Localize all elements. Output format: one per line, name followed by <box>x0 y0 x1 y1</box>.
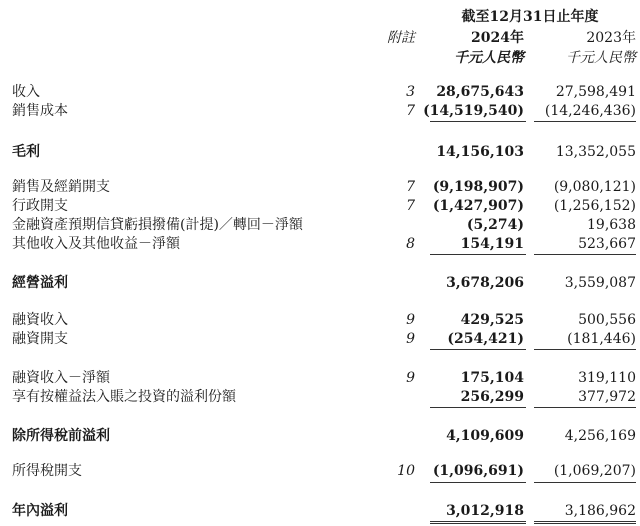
notes-column-heading: 附註 <box>387 30 415 46</box>
row-note: 7 <box>406 179 415 195</box>
column-rule-2023 <box>534 121 636 122</box>
unit-2023-heading: 千元人民幣 <box>566 50 636 66</box>
column-rule-2024 <box>430 121 526 122</box>
column-rule-2023 <box>534 254 636 255</box>
row-value-2023: 377,972 <box>578 389 636 405</box>
column-rule-2024 <box>430 349 526 350</box>
column-rule-2024 <box>430 482 526 483</box>
table-row <box>0 462 640 480</box>
row-value-2023: 3,559,087 <box>564 275 636 291</box>
row-label: 銷售成本 <box>12 103 68 119</box>
row-label: 金融資產預期信貸虧損撥備(計提)／轉回－淨額 <box>12 217 303 233</box>
row-note: 9 <box>406 331 415 347</box>
row-label: 其他收入及其他收益－淨額 <box>12 236 180 252</box>
table-row <box>0 83 640 101</box>
row-value-2024: 429,525 <box>460 312 524 328</box>
row-label: 融資收入－淨額 <box>12 370 110 386</box>
row-note: 8 <box>406 236 415 252</box>
double-rule-2023 <box>534 521 636 524</box>
row-value-2024: 3,012,918 <box>446 503 524 519</box>
table-row <box>0 369 640 387</box>
row-value-2024: 14,156,103 <box>436 144 524 160</box>
table-row <box>0 330 640 348</box>
row-note: 7 <box>406 198 415 214</box>
table-row <box>0 143 640 161</box>
table-row <box>0 216 640 234</box>
row-label: 年內溢利 <box>12 503 68 519</box>
table-row <box>0 235 640 253</box>
row-value-2024: (1,427,907) <box>432 198 524 214</box>
year-2024-heading: 2024年 <box>471 30 524 46</box>
row-note: 7 <box>406 103 415 119</box>
row-note: 10 <box>397 463 415 479</box>
row-value-2024: 4,109,609 <box>446 428 524 444</box>
table-row <box>0 178 640 196</box>
row-label: 行政開支 <box>12 198 68 214</box>
table-row <box>0 197 640 215</box>
row-label: 經營溢利 <box>12 275 68 291</box>
row-value-2023: (14,246,436) <box>544 103 636 119</box>
row-label: 融資收入 <box>12 312 68 328</box>
double-rule-2024 <box>430 521 526 524</box>
column-rule-2023 <box>534 349 636 350</box>
column-rule-2023 <box>534 407 636 408</box>
row-label: 享有按權益法入賬之投資的溢利份額 <box>12 389 236 405</box>
table-row <box>0 274 640 292</box>
row-value-2023: 319,110 <box>578 370 636 386</box>
row-label: 收入 <box>12 84 40 100</box>
row-value-2024: (254,421) <box>447 331 524 347</box>
table-row <box>0 502 640 520</box>
row-value-2023: (181,446) <box>567 331 636 347</box>
row-label: 銷售及經銷開支 <box>12 179 110 195</box>
year-2023-heading: 2023年 <box>586 30 636 46</box>
row-note: 3 <box>406 84 415 100</box>
period-heading: 截至12月31日止年度 <box>461 9 599 25</box>
column-rule-2024 <box>430 254 526 255</box>
table-row <box>0 427 640 445</box>
row-value-2024: (9,198,907) <box>432 179 524 195</box>
row-value-2024: (14,519,540) <box>423 103 524 119</box>
column-rule-2023 <box>534 482 636 483</box>
row-value-2023: 19,638 <box>587 217 636 233</box>
row-value-2024: 256,299 <box>460 389 524 405</box>
row-value-2024: 175,104 <box>460 370 524 386</box>
table-row <box>0 311 640 329</box>
row-value-2024: 154,191 <box>460 236 524 252</box>
row-label: 除所得稅前溢利 <box>12 428 110 444</box>
row-value-2023: 13,352,055 <box>555 144 636 160</box>
row-value-2023: (9,080,121) <box>553 179 636 195</box>
row-label: 融資開支 <box>12 331 68 347</box>
table-row <box>0 388 640 406</box>
table-row <box>0 102 640 120</box>
unit-2024-heading: 千元人民幣 <box>454 50 524 66</box>
row-value-2023: 27,598,491 <box>555 84 636 100</box>
row-value-2023: 4,256,169 <box>564 428 636 444</box>
row-value-2024: 28,675,643 <box>436 84 524 100</box>
row-label: 毛利 <box>12 144 40 160</box>
row-value-2024: 3,678,206 <box>446 275 524 291</box>
column-rule-2024 <box>430 407 526 408</box>
row-note: 9 <box>406 370 415 386</box>
row-value-2024: (5,274) <box>466 217 524 233</box>
row-value-2023: (1,256,152) <box>553 198 636 214</box>
row-value-2024: (1,096,691) <box>432 463 524 479</box>
row-value-2023: 523,667 <box>578 236 636 252</box>
row-note: 9 <box>406 312 415 328</box>
row-label: 所得稅開支 <box>12 463 82 479</box>
row-value-2023: 3,186,962 <box>564 503 636 519</box>
row-value-2023: 500,556 <box>578 312 636 328</box>
row-value-2023: (1,069,207) <box>553 463 636 479</box>
